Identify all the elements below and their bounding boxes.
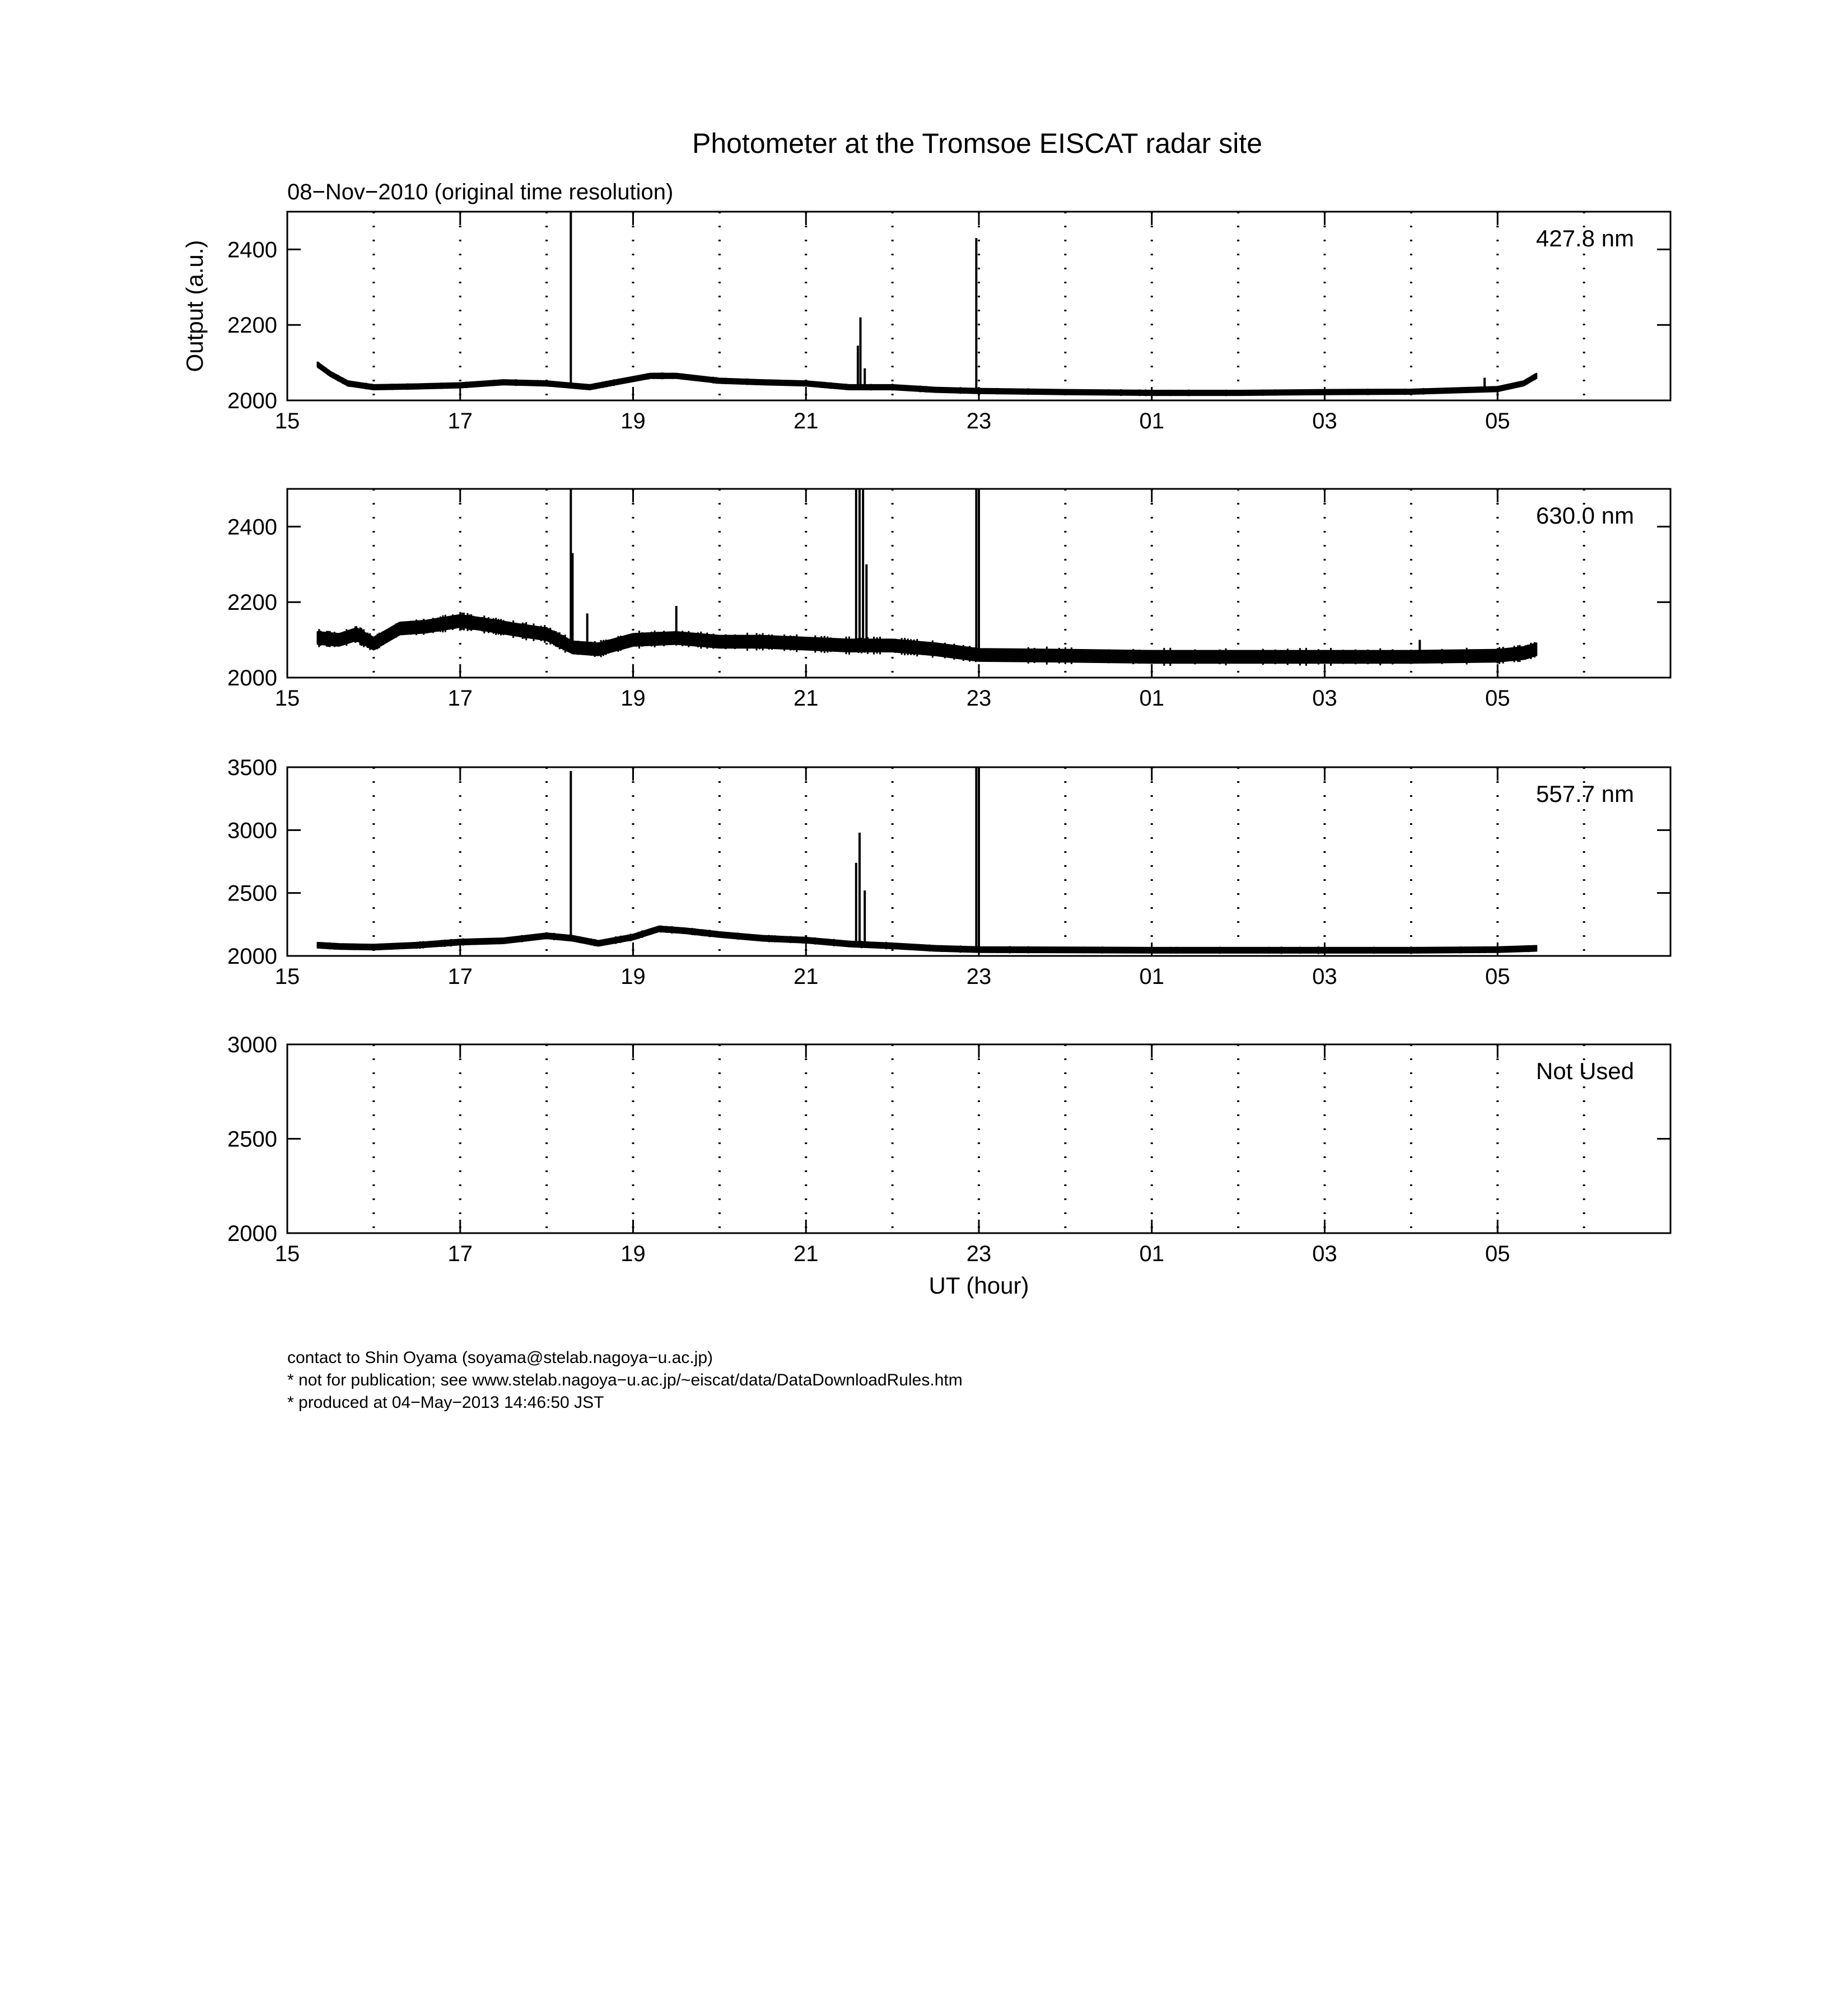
x-tick-label: 03 — [1312, 964, 1337, 989]
x-tick-label: 21 — [794, 409, 819, 433]
x-tick-label: 23 — [966, 964, 992, 989]
x-tick-label: 15 — [274, 964, 300, 989]
panels — [181, 212, 1670, 1299]
x-tick-label: 19 — [620, 409, 646, 433]
x-tick-label: 19 — [620, 1242, 646, 1266]
x-tick-label: 01 — [1139, 1242, 1164, 1266]
y-tick-label: 2200 — [227, 590, 277, 615]
y-tick-label: 3000 — [227, 1033, 277, 1057]
panel-label: 427.8 nm — [1536, 225, 1634, 251]
x-tick-label: 19 — [620, 686, 646, 711]
y-tick-label: 2000 — [227, 1221, 277, 1246]
x-tick-label: 01 — [1139, 409, 1164, 433]
footer — [287, 1347, 963, 1414]
x-tick-label: 17 — [447, 409, 473, 433]
x-tick-label: 03 — [1312, 686, 1337, 711]
panel-4 — [227, 1033, 1670, 1299]
x-tick-label: 01 — [1139, 964, 1164, 989]
x-tick-label: 17 — [447, 1242, 473, 1266]
footer-contact: contact to Shin Oyama (soyama@stelab.nagoya−u.ac.jp) — [287, 1348, 713, 1367]
x-tick-label: 15 — [274, 409, 300, 433]
y-tick-label: 2500 — [227, 881, 277, 906]
x-tick-label: 15 — [274, 1242, 300, 1266]
x-tick-label: 19 — [620, 964, 646, 989]
y-tick-label: 3000 — [227, 818, 277, 843]
panel-2 — [227, 489, 1670, 711]
y-tick-label: 2400 — [227, 237, 277, 263]
x-tick-label: 05 — [1485, 686, 1510, 711]
figure-subtitle: 08−Nov−2010 (original time resolution) — [287, 180, 674, 204]
y-tick-label: 2200 — [227, 313, 277, 338]
panel-label: 630.0 nm — [1536, 502, 1634, 529]
y-tick-label: 2000 — [227, 666, 277, 690]
x-tick-label: 05 — [1485, 1242, 1510, 1266]
x-tick-label: 03 — [1312, 1242, 1337, 1266]
x-tick-label: 21 — [794, 964, 819, 989]
footer-produced: * produced at 04−May−2013 14:46:50 JST — [287, 1393, 604, 1412]
x-tick-label: 21 — [794, 1242, 819, 1266]
footer-rules: * not for publication; see www.stelab.nagoya−u.ac.jp/~eiscat/data/DataDownloadRules.htm — [287, 1371, 963, 1389]
x-tick-label: 23 — [966, 409, 992, 433]
x-tick-label: 15 — [274, 686, 300, 711]
y-tick-label: 3500 — [227, 755, 277, 780]
x-tick-label: 01 — [1139, 686, 1164, 711]
y-tick-label: 2400 — [227, 515, 277, 540]
x-tick-label: 17 — [447, 686, 473, 711]
figure-title: Photometer at the Tromsoe EISCAT radar site — [692, 128, 1263, 159]
y-tick-label: 2000 — [227, 389, 277, 413]
x-tick-label: 21 — [794, 686, 819, 711]
panel-1 — [181, 212, 1670, 433]
x-tick-label: 05 — [1485, 409, 1510, 433]
x-axis-label: UT (hour) — [928, 1272, 1029, 1299]
y-tick-label: 2000 — [227, 944, 277, 969]
panel-label: 557.7 nm — [1536, 781, 1634, 807]
x-tick-label: 23 — [966, 686, 992, 711]
x-tick-label: 03 — [1312, 409, 1337, 433]
x-tick-label: 05 — [1485, 964, 1510, 989]
y-tick-label: 2500 — [227, 1127, 277, 1152]
panel-3 — [227, 755, 1670, 989]
x-tick-label: 23 — [966, 1242, 992, 1266]
y-axis-label: Output (a.u.) — [181, 240, 208, 372]
panel-label: Not Used — [1536, 1058, 1634, 1084]
x-tick-label: 17 — [447, 964, 473, 989]
